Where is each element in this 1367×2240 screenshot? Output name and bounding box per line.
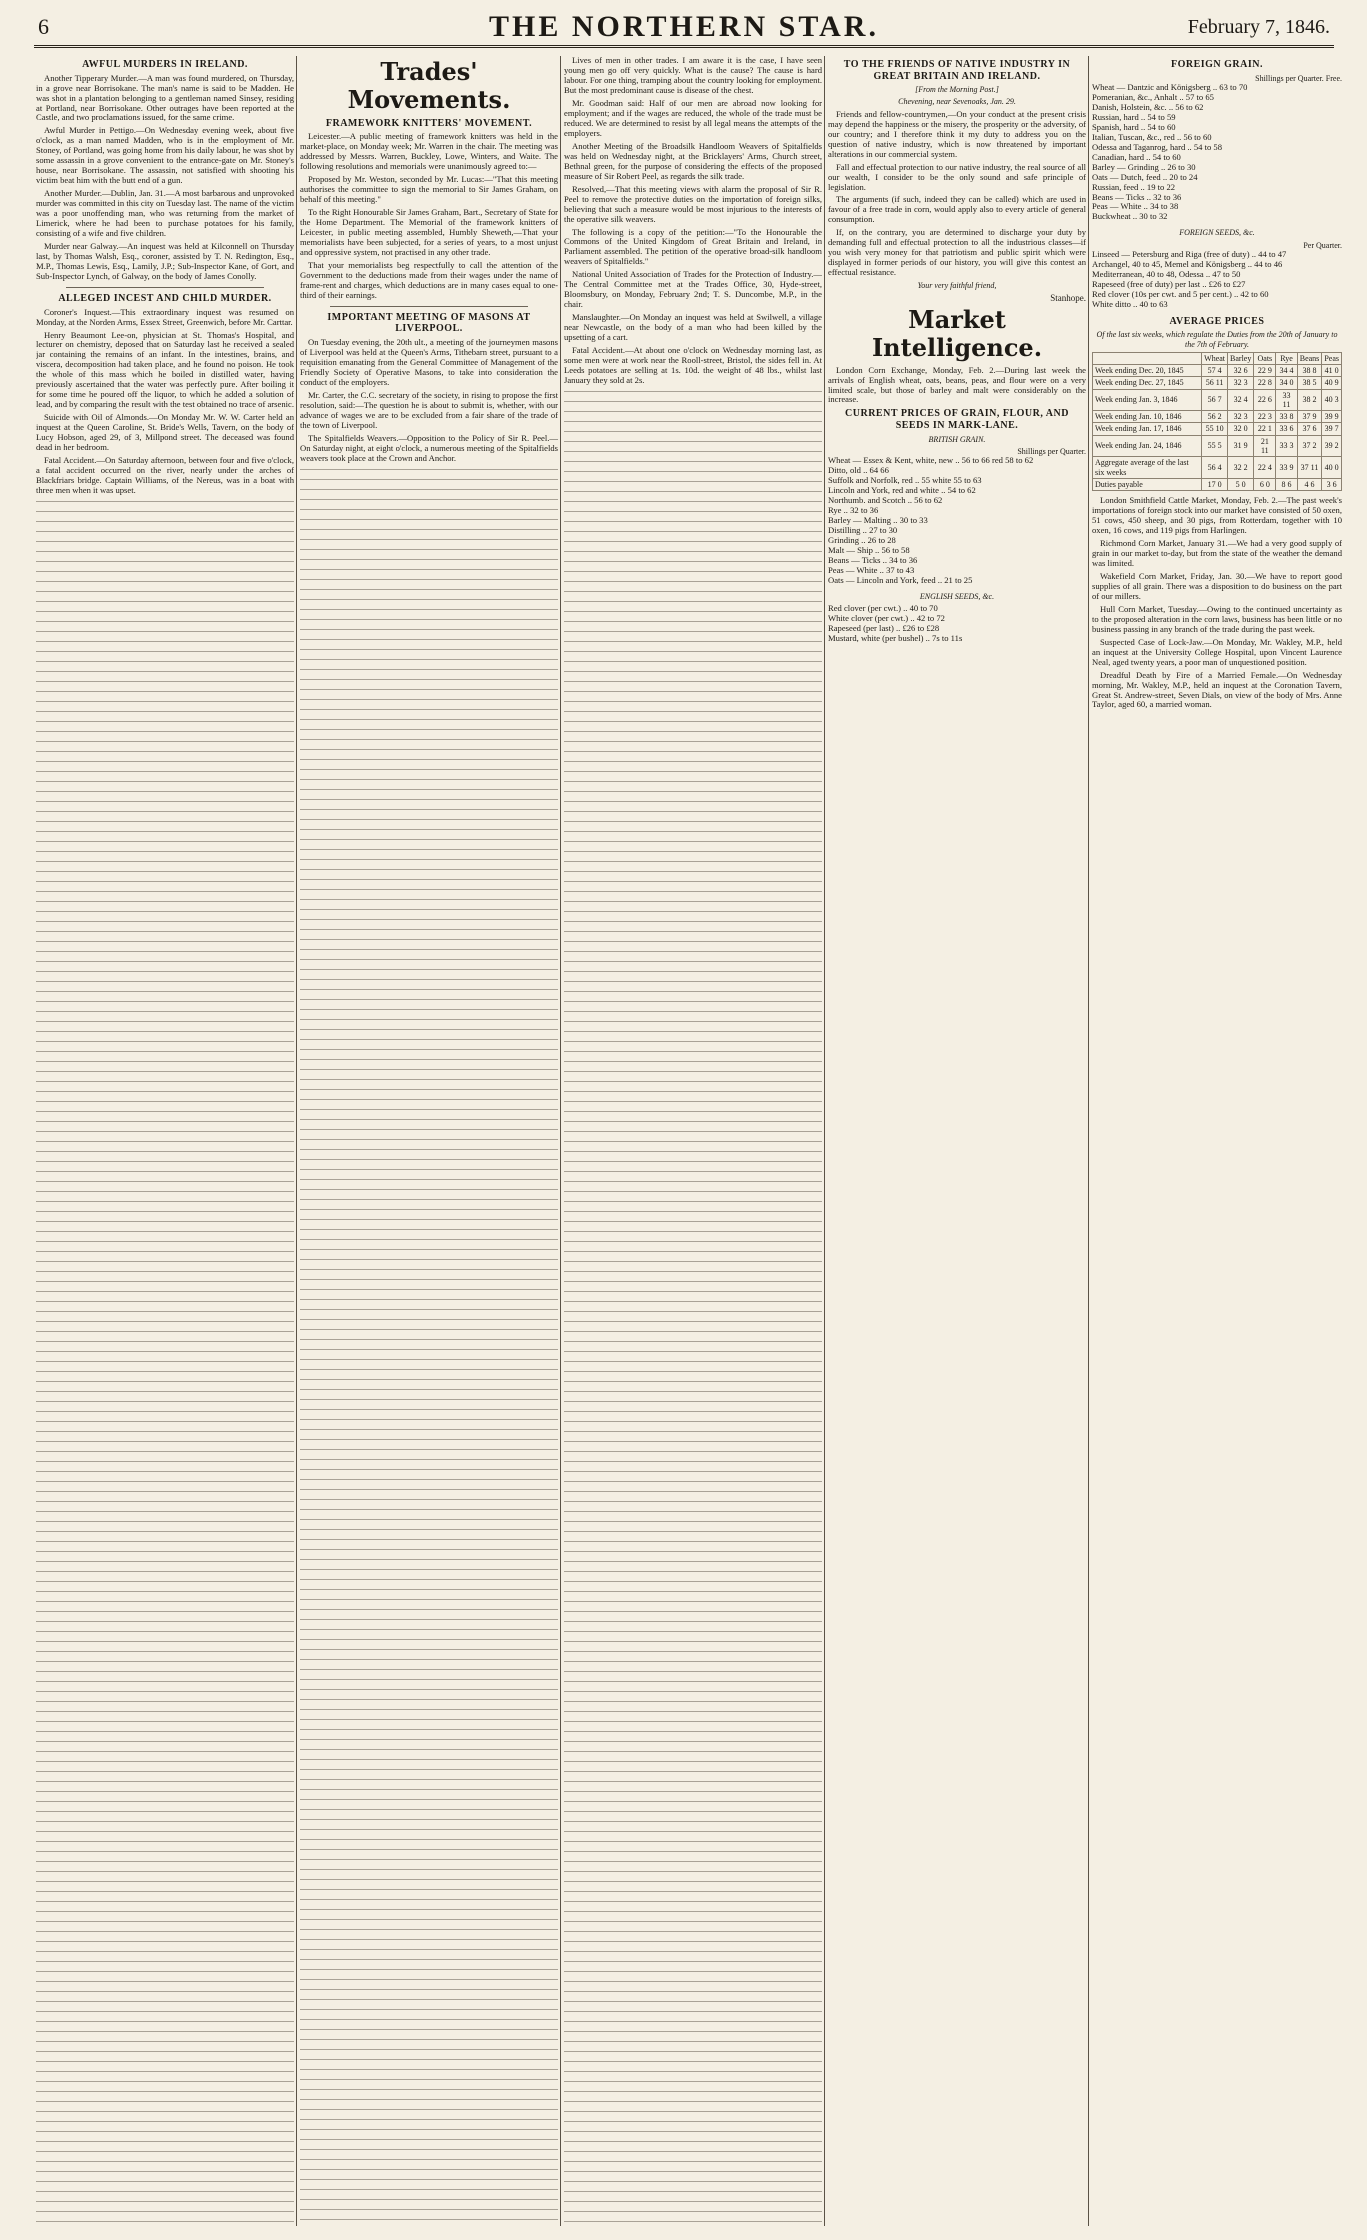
column-rule <box>560 56 561 2226</box>
column-header: Beans <box>1297 352 1322 364</box>
foreign-price-list <box>1092 83 1342 223</box>
table-cell: 32 6 <box>1228 365 1254 377</box>
article-paragraph: Fatal Accident.—On Saturday afternoon, between four and five o'clock, a fatal accident occurred on the river, nearly under the arches of Blackfriars bridge. Captain Williams, of the Nereus, was in a boat with three men when it was upset. <box>36 455 294 496</box>
table-cell: 33 9 <box>1276 457 1297 479</box>
column-1 <box>36 56 294 2226</box>
column-5 <box>1092 56 1342 2226</box>
section-heading: TO THE FRIENDS OF NATIVE INDUSTRY IN GREAT BRITAIN AND IRELAND. <box>843 59 1071 82</box>
table-cell: 22 8 <box>1254 377 1276 389</box>
price-row: Grinding .. 26 to 28 <box>828 534 896 545</box>
article-paragraph: Dreadful Death by Fire of a Married Female.—On Wednesday morning, Mr. Wakley, M.P., held an inquest at the Coronation Tavern, Great St. Andrew-street, Seven Dials, on view of the body of Mrs. Anne Taylor, aged 60, a married woman. <box>1092 669 1342 710</box>
article-paragraph: Another Meeting of the Broadsilk Handloom Weavers of Spitalfields was held on Wednesday night, at the Bricklayers' Arms, Church street, Bethnal green, for the purpose of considering the effects of the proposed measure of Sir Robert Peel, as regards the silk trade. <box>564 140 822 181</box>
seeds-heading: ENGLISH SEEDS, &c. <box>919 591 995 601</box>
price-row: Lincoln and York, red and white .. 54 to 62 <box>828 485 976 496</box>
table-cell: Aggregate average of the last six weeks <box>1093 457 1202 479</box>
table-cell: 32 0 <box>1228 423 1254 435</box>
price-row: Red clover (10s per cwt. and 5 per cent.) .. 42 to 60 <box>1092 288 1269 299</box>
table-cell: 39 9 <box>1322 411 1342 423</box>
text-lines <box>564 389 822 2226</box>
price-row: Ditto, old .. 64 66 <box>828 465 889 476</box>
table-cell: 17 0 <box>1202 478 1228 490</box>
price-row: Odessa and Taganrog, hard .. 54 to 58 <box>1092 141 1223 152</box>
article-paragraph: Lives of men in other trades. I am aware it is the case, I have seen young men go off very quickly. What is the cause? The cause is hard labour. For one thing, tramping about the country looking for employment. But the most predominant cause is disease of the chest. <box>564 56 822 95</box>
table-cell: 57 4 <box>1202 365 1228 377</box>
table-cell: 38 8 <box>1297 365 1322 377</box>
table-cell: 40 3 <box>1322 389 1342 411</box>
article-paragraph: Coroner's Inquest.—This extraordinary inquest was resumed on Monday, at the Norden Arms, Essex Street, Greenwich, before Mr. Carttar. <box>36 306 294 327</box>
price-row: Canadian, hard .. 54 to 60 <box>1092 151 1181 162</box>
price-row: Wheat — Dantzic and Königsberg .. 63 to 70 <box>1092 81 1248 92</box>
table-cell: 40 0 <box>1322 457 1342 479</box>
table-cell: 33 11 <box>1276 389 1297 411</box>
price-row: Mediterranean, 40 to 48, Odessa .. 47 to 50 <box>1092 268 1241 279</box>
table-cell: 3 6 <box>1322 478 1342 490</box>
table-cell: 38 2 <box>1297 389 1322 411</box>
column-header: Barley <box>1228 352 1254 364</box>
price-row: Wheat — Essex & Kent, white, new .. 56 to 66 red 58 to 62 <box>828 455 1034 466</box>
text-lines <box>36 499 294 2226</box>
price-list <box>828 456 1086 586</box>
price-row: Red clover (per cwt.) .. 40 to 70 <box>828 603 938 614</box>
price-row: Spanish, hard .. 54 to 60 <box>1092 121 1176 132</box>
article-paragraph: On Tuesday evening, the 20th ult., a meeting of the journeymen masons of Liverpool was held at the Queen's Arms, Tithebarn street, pursuant to a requisition emanating from the General Committee of Management of the Friendly Society of Operative Masons, to take into consideration the conduct of the employers. <box>300 336 558 387</box>
table-cell: Week ending Dec. 27, 1845 <box>1093 377 1202 389</box>
column-rule <box>1088 56 1089 2226</box>
table-cell: Week ending Jan. 24, 1846 <box>1093 435 1202 457</box>
article-paragraph: National United Association of Trades for the Protection of Industry.—The Central Committee met at the Trades Office, 30, Hyde-street, Bloomsbury, on Monday, February 2nd; T. S. Duncombe, M.P., in the chair. <box>564 269 822 310</box>
table-cell: 8 6 <box>1276 478 1297 490</box>
article-paragraph: Mr. Goodman said: Half of our men are abroad now looking for employment; and if the wages are reduced, the whole of the trade must be reduced. We are determined to resist by all legal means the attempts of the employers. <box>564 97 822 138</box>
table-cell: 56 7 <box>1202 389 1228 411</box>
article-paragraph: The Spitalfields Weavers.—Opposition to the Policy of Sir R. Peel.—On Saturday night, at eight o'clock, a numerous meeting of the Spitalfields weavers took place at the Crown and Anchor. <box>300 432 558 463</box>
table-cell: 56 11 <box>1202 377 1228 389</box>
table-cell: 5 0 <box>1228 478 1254 490</box>
price-row: Peas — White .. 37 to 43 <box>828 564 915 575</box>
average-prices-heading: AVERAGE PRICES <box>1169 315 1265 327</box>
table-cell: 6 0 <box>1254 478 1276 490</box>
table-header-row <box>1093 352 1342 364</box>
price-row: Danish, Holstein, &c. .. 56 to 62 <box>1092 101 1204 112</box>
column-4 <box>828 56 1086 2226</box>
signature: Stanhope. <box>1050 293 1086 304</box>
foreign-seeds-heading: FOREIGN SEEDS, &c. <box>1179 228 1255 238</box>
article-paragraph: Friends and fellow-countrymen,—On your conduct at the present crisis may depend the happiness or the misery, the prosperity or the adversity, of our country; and I therefore think it my duty to address you on the question of native industry, which is now threatened by important alterations in our commercial system. <box>828 108 1086 159</box>
article-paragraph: Mr. Carter, the C.C. secretary of the society, in rising to propose the first resolution, said:—The question he is about to submit is, whether, with our advance of wages we are to be excluded from a fair share of the trade of the town of Liverpool. <box>300 389 558 430</box>
article-paragraph: Murder near Galway.—An inquest was held at Kilconnell on Thursday last, by Thomas Walsh, Esq., coroner, assisted by T. N. Redington, Esq., M.P., Thomas Lewis, Esq., Lamily, J.P.; Sub-Inspector Kane, of Gort, and Sub-Inspector Lynch, of Galway, on the body of James Conolly. <box>36 241 294 281</box>
table-cell: 34 0 <box>1276 377 1297 389</box>
table-row <box>1093 457 1342 479</box>
average-prices-table <box>1092 352 1342 491</box>
table-cell: 37 2 <box>1297 435 1322 457</box>
table-cell: Week ending Dec. 20, 1845 <box>1093 365 1202 377</box>
prices-note: Per Quarter. <box>1303 240 1342 250</box>
article-paragraph: Leicester.—A public meeting of framework knitters was held in the market-place, on Monday week; Mr. Warren in the chair. The meeting was addressed by Messrs. Warren, Buckley, Lowe, Winters, and Waite. The following resolutions and memorials were unanimously agreed to:— <box>300 131 558 172</box>
price-row: Barley — Grinding .. 26 to 30 <box>1092 161 1196 172</box>
price-row: White ditto .. 40 to 63 <box>1092 298 1168 309</box>
price-row: Pomeranian, &c., Anhalt .. 57 to 65 <box>1092 91 1214 102</box>
article-paragraph: Henry Beaumont Lee-on, physician at St. Thomas's Hospital, and lecturer on chemistry, deposed that on Saturday last he received a sealed jar containing the remains of an infant. In the intestines, brains, and viscera, decomposition had taken place, and he found no poison. He took the whole of this mass which he boiled in distilled water, having previously ascertained that the water was perfectly pure. After boiling it for some time he poured off the liquor, to which he added a solution of lead, and by comparing the result with the test obtained no trace of arsenic. <box>36 329 294 410</box>
article-paragraph: Manslaughter.—On Monday an inquest was held at Swilwell, a village near Newcastle, on the body of a man who had been killed by the upsetting of a cart. <box>564 312 822 343</box>
price-row: Distilling .. 27 to 30 <box>828 524 898 535</box>
section-heading: FRAMEWORK KNITTERS' MOVEMENT. <box>325 117 533 129</box>
table-cell: 32 2 <box>1228 457 1254 479</box>
table-cell: 22 1 <box>1254 423 1276 435</box>
table-cell: 56 2 <box>1202 411 1228 423</box>
table-cell: 40 9 <box>1322 377 1342 389</box>
foreign-grain-heading: FOREIGN GRAIN. <box>1170 59 1263 70</box>
article-paragraph: That your memorialists beg respectfully to call the attention of the Government to the deductions made from their wages under the name of frame-rent and charges, which deductions are in many cases equal to one-third of their earnings. <box>300 259 558 300</box>
article-paragraph: To the Right Honourable Sir James Graham, Bart., Secretary of State for the Home Department. The Memorial of the framework knitters of Leicester, in public meeting assembled, Humbly Sheweth,—That your memorialists have been subjected, for a series of years, to a most unjust and oppressive system, not practised in any other trade. <box>300 207 558 257</box>
divider <box>330 306 528 307</box>
price-row: Rapeseed (free of duty) per last .. £26 to £27 <box>1092 278 1246 289</box>
table-cell: 39 7 <box>1322 423 1342 435</box>
table-cell: 22 4 <box>1254 457 1276 479</box>
article-paragraph: London Corn Exchange, Monday, Feb. 2.—During last week the arrivals of English wheat, oats, beans, peas, and flour were on a very limited scale, but those of barley and malt were considerably on the increase. <box>828 364 1086 405</box>
section-heading: ALLEGED INCEST AND CHILD MURDER. <box>58 292 272 304</box>
article-paragraph: Fatal Accident.—At about one o'clock on Wednesday morning last, as some men were at work near the Rooll-street, Bristol, the sides fell in. At Leeds potatoes are selling at 1s. 10d. the weight of 48 lbs., whilst last January they sold at 2s. <box>564 345 822 386</box>
price-row: Barley — Malting .. 30 to 33 <box>828 514 928 525</box>
prices-heading: CURRENT PRICES OF GRAIN, FLOUR, AND SEEDS IN MARK-LANE. <box>845 408 1069 432</box>
table-cell: 34 4 <box>1276 365 1297 377</box>
table-cell: 41 0 <box>1322 365 1342 377</box>
column-header: Wheat <box>1202 352 1228 364</box>
column-2 <box>300 56 558 2226</box>
price-row: Northumb. and Scotch .. 56 to 62 <box>828 495 943 506</box>
price-row: Russian, hard .. 54 to 59 <box>1092 111 1176 122</box>
article-paragraph: Awful Murder in Pettigo.—On Wednesday evening week, about five o'clock, as a man named Madden, who is in the employment of Mr. Stoney, of Portland, was going home from his daily labour, he was shot by some assassin in a grove convenient to the entrance-gate on Mr. Stoney's house, near Borrisokane. The assassin, not satisfied with shooting his victim beat him with the butt end of a gun. <box>36 125 294 186</box>
article-paragraph: Fall and effectual protection to our native industry, the real source of all our wealth, I consider to be the only sound and safe principle of legislation. <box>828 161 1086 192</box>
table-cell: 33 8 <box>1276 411 1297 423</box>
newspaper-title: THE NORTHERN STAR. <box>489 10 879 43</box>
price-row: Linseed — Petersburg and Riga (free of duty) .. 44 to 47 <box>1092 248 1287 259</box>
masthead <box>34 8 1334 48</box>
price-row: Rapeseed (per last) .. £26 to £28 <box>828 622 940 633</box>
table-cell: 22 3 <box>1254 411 1276 423</box>
column-header: Oats <box>1254 352 1276 364</box>
price-row: Archangel, 40 to 45, Memel and Königsberg .. 44 to 46 <box>1092 258 1283 269</box>
table-cell: 32 4 <box>1228 389 1254 411</box>
table-cell: 22 9 <box>1254 365 1276 377</box>
table-cell: Week ending Jan. 17, 1846 <box>1093 423 1202 435</box>
divider <box>66 287 264 288</box>
price-row: Oats — Dutch, feed .. 20 to 24 <box>1092 171 1198 182</box>
average-prices-subheading: Of the last six weeks, which regulate the Duties from the 20th of January to the 7th of February. <box>1096 330 1338 349</box>
price-row: Peas — White .. 34 to 38 <box>1092 201 1179 212</box>
seed-price-list <box>828 604 1086 644</box>
foreign-seed-list <box>1092 250 1342 310</box>
section-title: Market Intelligence. <box>871 304 1043 362</box>
table-cell: 33 3 <box>1276 435 1297 457</box>
article-paragraph: Wakefield Corn Market, Friday, Jan. 30.—We have to report good supplies of all grain. There was a disposition to do business on the part of our millers. <box>1092 570 1342 601</box>
price-row: Suffolk and Norfolk, red .. 55 white 55 to 63 <box>828 475 982 486</box>
article-paragraph: If, on the contrary, you are determined to discharge your duty by demanding full and effectual protection to all the industrious classes—if you wish very money for that patriotism and public spirit which were displayed in former periods of our history, you will give this contest an effectual resistance. <box>828 227 1086 278</box>
table-row <box>1093 411 1342 423</box>
prices-note: Shillings per Quarter. Free. <box>1255 73 1342 83</box>
column-header: Rye <box>1276 352 1297 364</box>
table-cell: 4 6 <box>1297 478 1322 490</box>
article-paragraph: Richmond Corn Market, January 31.—We had a very good supply of grain in our market to-day, but from the state of the weather the demand was limited. <box>1092 537 1342 568</box>
table-cell: 32 3 <box>1228 377 1254 389</box>
price-row: Beans — Ticks .. 34 to 36 <box>828 554 918 565</box>
issue-date: February 7, 1846. <box>1187 16 1330 38</box>
price-row: White clover (per cwt.) .. 42 to 72 <box>828 613 945 623</box>
column-rule <box>296 56 297 2226</box>
price-row: Buckwheat .. 30 to 32 <box>1092 211 1168 222</box>
price-row: Beans — Ticks .. 32 to 36 <box>1092 191 1182 202</box>
table-cell: 39 2 <box>1322 435 1342 457</box>
article-paragraph: The following is a copy of the petition:—"To the Honourable the Commons of the United Kingdom of Great Britain and Ireland, in Parliament assembled. The petition of the operative broad-silk handloom weavers of Spitalfields." <box>564 226 822 267</box>
price-row: Rye .. 32 to 36 <box>828 505 879 516</box>
table-row <box>1093 423 1342 435</box>
prices-subheading: BRITISH GRAIN. <box>928 434 986 444</box>
article-paragraph: Another Murder.—Dublin, Jan. 31.—A most barbarous and unprovoked murder was committed in this city on Tuesday last. The name of the victim was a poor unoffending man, who was returning from the market of Limerick, where he had been to purchase potatoes for his family, consisting of a wife and five children. <box>36 188 294 239</box>
column-rule <box>824 56 825 2226</box>
table-cell: 38 5 <box>1297 377 1322 389</box>
text-lines <box>300 467 558 2226</box>
table-cell: 37 11 <box>1297 457 1322 479</box>
table-row <box>1093 478 1342 490</box>
article-paragraph: Proposed by Mr. Weston, seconded by Mr. Lucas:—"That this meeting authorises the committee to sign the memorial to Sir James Graham, on behalf of this meeting." <box>300 174 558 205</box>
prices-note: Shillings per Quarter. <box>1017 446 1086 456</box>
signoff: Your very faithful friend, <box>917 281 997 291</box>
price-row: Malt — Ship .. 56 to 58 <box>828 544 910 555</box>
section-heading: IMPORTANT MEETING OF MASONS AT LIVERPOOL. <box>327 311 531 335</box>
article-paragraph: Suspected Case of Lock-Jaw.—On Monday, Mr. Wakley, M.P., held an inquest at the University College Hospital, upon Vincent Laurence Neal, aged twenty years, a poor man of unquestioned position. <box>1092 636 1342 667</box>
article-paragraph: London Smithfield Cattle Market, Monday, Feb. 2.—The past week's importations of foreign stock into our market have consisted of 50 oxen, 51 cows, 450 sheep, and 30 pigs, from Rotterdam, together with 10 oxen, 16 cows, and 119 pigs from Harlingen. <box>1092 495 1342 535</box>
price-row: Russian, feed .. 19 to 22 <box>1092 181 1176 192</box>
price-row: Oats — Lincoln and York, feed .. 21 to 25 <box>828 574 973 585</box>
dateline: Chevening, near Sevenoaks, Jan. 29. <box>898 97 1016 107</box>
table-cell: 31 9 <box>1228 435 1254 457</box>
table-cell: 37 9 <box>1297 411 1322 423</box>
column-header <box>1093 352 1202 364</box>
table-row <box>1093 435 1342 457</box>
table-cell: 37 6 <box>1297 423 1322 435</box>
article-paragraph: Resolved,—That this meeting views with alarm the proposal of Sir R. Peel to remove the protective duties on the importation of foreign silks, believing that such a measure would be most injurious to the interests of the operative silk weavers. <box>564 183 822 224</box>
table-row <box>1093 377 1342 389</box>
table-cell: 55 5 <box>1202 435 1228 457</box>
table-cell: 22 6 <box>1254 389 1276 411</box>
page-number: 6 <box>38 14 49 39</box>
column-header: Peas <box>1322 352 1342 364</box>
byline: [From the Morning Post.] <box>915 85 999 95</box>
table-cell: Duties payable <box>1093 478 1202 490</box>
table-cell: 56 4 <box>1202 457 1228 479</box>
article-paragraph: Another Tipperary Murder.—A man was found murdered, on Thursday, in a grove near Borrisokane. The man's name is said to be Madden. He was shot in a plantation belonging to a gentleman named Sinsey, residing at Portland, near Borrisokane. Other outrages have been reported at the Castle, and two proclamations issued, for the same crime. <box>36 72 294 123</box>
article-paragraph: The arguments (if such, indeed they can be called) which are used in favour of a free trade in corn, would apply also to every article of general consumption. <box>828 194 1086 225</box>
column-3 <box>564 56 822 2226</box>
price-row: Mustard, white (per bushel) .. 7s to 11s <box>828 632 963 643</box>
table-cell: Week ending Jan. 3, 1846 <box>1093 389 1202 411</box>
article-paragraph: Hull Corn Market, Tuesday.—Owing to the continued uncertainty as to the proposed alteration in the corn laws, business has been little or no business passing in any branch of the trade during the past week. <box>1092 603 1342 634</box>
table-row <box>1093 389 1342 411</box>
table-row <box>1093 365 1342 377</box>
section-title: Trades' Movements. <box>347 57 511 114</box>
article-paragraph: Suicide with Oil of Almonds.—On Monday Mr. W. W. Carter held an inquest at the Queen Caroline, St. Bride's Wells, Tavern, on the body of Lucy Hobson, aged 29, of 3, Millpond street. The deceased was found dead in her bedroom. <box>36 412 294 453</box>
table-cell: Week ending Jan. 10, 1846 <box>1093 411 1202 423</box>
table-cell: 55 10 <box>1202 423 1228 435</box>
price-row: Italian, Tuscan, &c., red .. 56 to 60 <box>1092 131 1212 142</box>
table-cell: 32 3 <box>1228 411 1254 423</box>
table-cell: 21 11 <box>1254 435 1276 457</box>
section-heading: AWFUL MURDERS IN IRELAND. <box>82 59 248 70</box>
table-cell: 33 6 <box>1276 423 1297 435</box>
